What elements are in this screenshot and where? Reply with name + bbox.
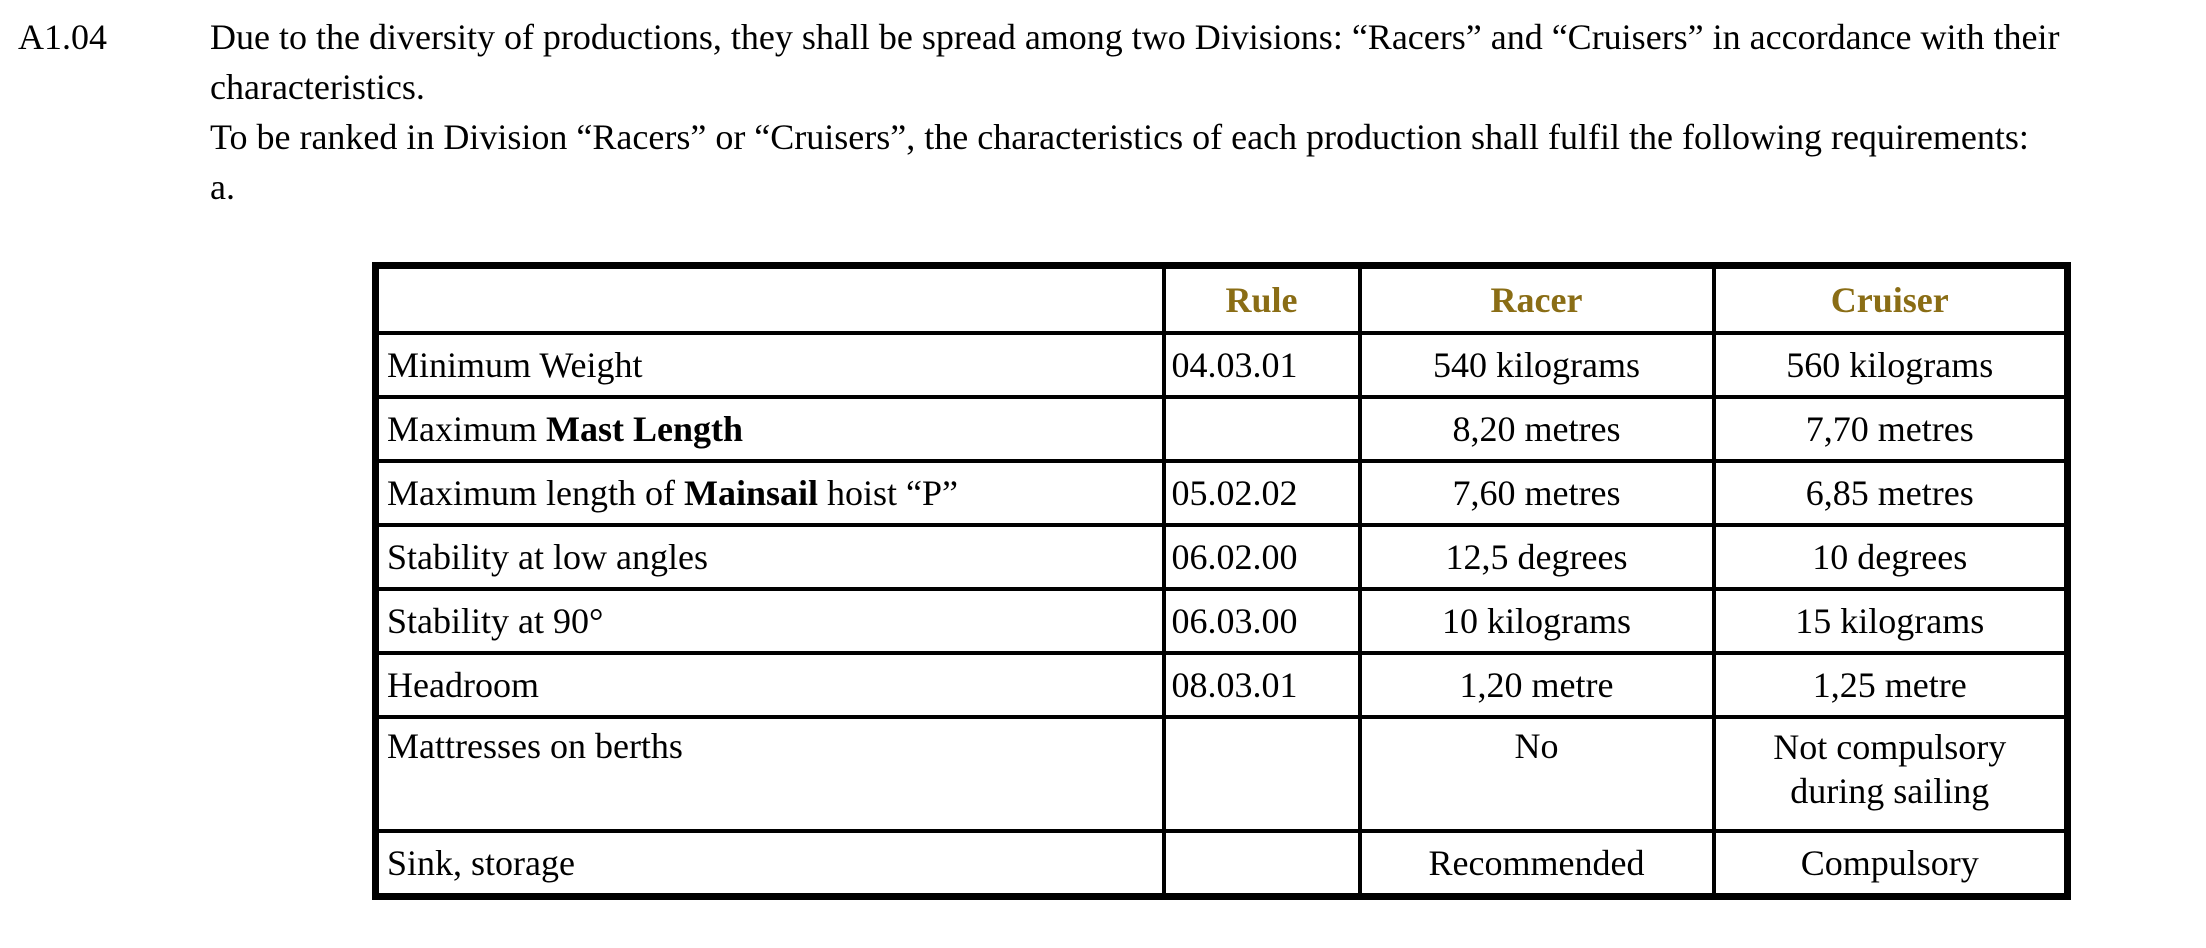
table-row — [376, 525, 2068, 589]
row-cruiser-value: Compulsory — [1714, 831, 2068, 897]
description-text: Maximum length of — [387, 473, 684, 513]
header-racer: Racer — [1360, 266, 1714, 334]
row-description — [376, 397, 1164, 461]
header-description — [376, 266, 1164, 334]
row-rule: 05.02.02 — [1164, 461, 1360, 525]
row-cruiser-value: Not compulsory during sailing — [1714, 717, 2068, 831]
row-description — [376, 333, 1164, 397]
table-row — [376, 717, 2068, 831]
clause-number: A1.04 — [18, 17, 107, 57]
row-rule: 06.03.00 — [1164, 589, 1360, 653]
row-rule — [1164, 717, 1360, 831]
row-racer-value: 540 kilograms — [1360, 333, 1714, 397]
clause-body — [210, 12, 2190, 212]
row-cruiser-value: 10 degrees — [1714, 525, 2068, 589]
row-racer-value: 12,5 degrees — [1360, 525, 1714, 589]
clause-paragraph-divisions: Due to the diversity of productions, they shall be spread among two Divisions: “Racers” and “Cruisers” in accordance with their characteristics. — [210, 17, 2060, 107]
row-rule — [1164, 831, 1360, 897]
description-text: Stability at 90° — [387, 601, 604, 641]
description-text: Stability at low angles — [387, 537, 708, 577]
table-row — [376, 461, 2068, 525]
row-rule — [1164, 397, 1360, 461]
row-description — [376, 831, 1164, 897]
table-row — [376, 653, 2068, 717]
row-racer-value: Recommended — [1360, 831, 1714, 897]
row-cruiser-value: 7,70 metres — [1714, 397, 2068, 461]
description-text: Headroom — [387, 665, 539, 705]
row-cruiser-value: 6,85 metres — [1714, 461, 2068, 525]
header-rule: Rule — [1164, 266, 1360, 334]
description-text: Mattresses on berths — [387, 726, 683, 766]
description-text: Minimum Weight — [387, 345, 643, 385]
list-marker-a: a. — [210, 167, 235, 207]
row-description — [376, 525, 1164, 589]
table-row — [376, 589, 2068, 653]
row-description — [376, 653, 1164, 717]
description-text: Maximum — [387, 409, 546, 449]
table-header-row — [376, 266, 2068, 334]
row-description — [376, 717, 1164, 831]
row-cruiser-value: 15 kilograms — [1714, 589, 2068, 653]
header-cruiser: Cruiser — [1714, 266, 2068, 334]
row-description — [376, 461, 1164, 525]
description-bold-text: Mainsail — [683, 473, 818, 513]
row-rule: 04.03.01 — [1164, 333, 1360, 397]
row-description — [376, 589, 1164, 653]
table-row — [376, 333, 2068, 397]
division-requirements-table — [372, 262, 2071, 900]
table-row — [376, 397, 2068, 461]
clause-paragraph-requirements: To be ranked in Division “Racers” or “Cruisers”, the characteristics of each production shall fulfil the following requirements: — [210, 117, 2029, 157]
description-bold-text: Mast Length — [546, 409, 743, 449]
description-text: Sink, storage — [387, 843, 575, 883]
row-rule: 08.03.01 — [1164, 653, 1360, 717]
description-text-after: hoist “P” — [817, 473, 958, 513]
table-row — [376, 831, 2068, 897]
row-rule: 06.02.00 — [1164, 525, 1360, 589]
row-racer-value: 10 kilograms — [1360, 589, 1714, 653]
row-cruiser-value: 1,25 metre — [1714, 653, 2068, 717]
row-racer-value: 8,20 metres — [1360, 397, 1714, 461]
row-racer-value: 7,60 metres — [1360, 461, 1714, 525]
row-racer-value: 1,20 metre — [1360, 653, 1714, 717]
row-racer-value: No — [1360, 717, 1714, 831]
row-cruiser-value: 560 kilograms — [1714, 333, 2068, 397]
